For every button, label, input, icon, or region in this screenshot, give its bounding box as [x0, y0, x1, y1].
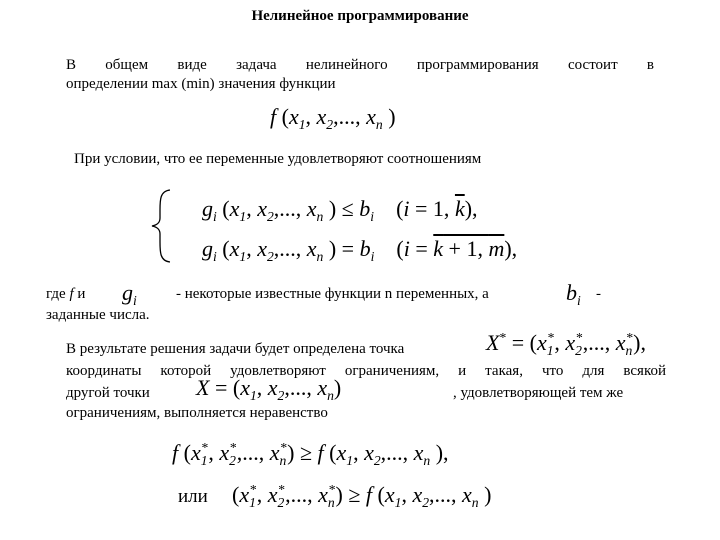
system-brace	[150, 188, 174, 264]
b-symbol: $b_i$	[566, 280, 581, 308]
constraint-2: $g_i$ ($x_1$, $x_2$,..., $x_n$ ) = $b_i$ (i = k + 1, m),	[202, 236, 518, 264]
result-line-2: координаты которой удовлетворяют ограничениям, и такая, что для всякой	[66, 363, 666, 379]
point-x-star: $X^* = (x_1^*$, $x_2^*$,..., $x_n^*$),	[486, 330, 646, 358]
intro-line-2: определении max (min) значения функции	[66, 76, 336, 92]
page-title: Нелинейное программирование	[251, 8, 469, 24]
result-line-1: В результате решения задачи будет определена точка	[66, 341, 405, 357]
objective-function: f ($x_1$, $x_2$,..., $x_n$ )	[270, 104, 396, 132]
where-middle: - некоторые известные функции n переменных, а	[176, 286, 489, 302]
inequality-1: f ($x_1^*$, $x_2^*$,..., $x_n^*) \ge f$ ($x_1$, $x_2$,..., $x_n$ ),	[172, 440, 449, 468]
constraint-1: $g_i$ ($x_1$, $x_2$,..., $x_n$ ) ≤ $b_i$ (i = 1, $\overline{k}$),	[202, 196, 478, 224]
result-line-3-end: , удовлетворяющей тем же	[453, 385, 624, 401]
where-prefix: где	[46, 286, 66, 302]
where-line-1	[46, 285, 85, 304]
where-line-2: заданные числа.	[46, 307, 150, 323]
condition-text: При условии, что ее переменные удовлетворяют соотношениям	[74, 151, 482, 167]
result-line-4: ограничениям, выполняется неравенство	[66, 405, 328, 421]
result-line-3-start: другой точки	[66, 385, 150, 401]
intro-line-1: В общем виде задача нелинейного программирования состоит в	[66, 57, 654, 73]
where-and: и	[77, 286, 86, 302]
where-dash: -	[596, 286, 601, 302]
point-x: $X = (x_1$, $x_2$,..., $x_n$)	[196, 375, 342, 403]
or-word: или	[178, 486, 208, 507]
g-symbol: $g_i$	[122, 280, 137, 308]
inequality-2: ($x_1^*$, $x_2^*$,..., $x_n^*) \ge f$ ($x_1$, $x_2$,..., $x_n$ )	[232, 482, 492, 510]
f-symbol: f	[69, 286, 74, 302]
